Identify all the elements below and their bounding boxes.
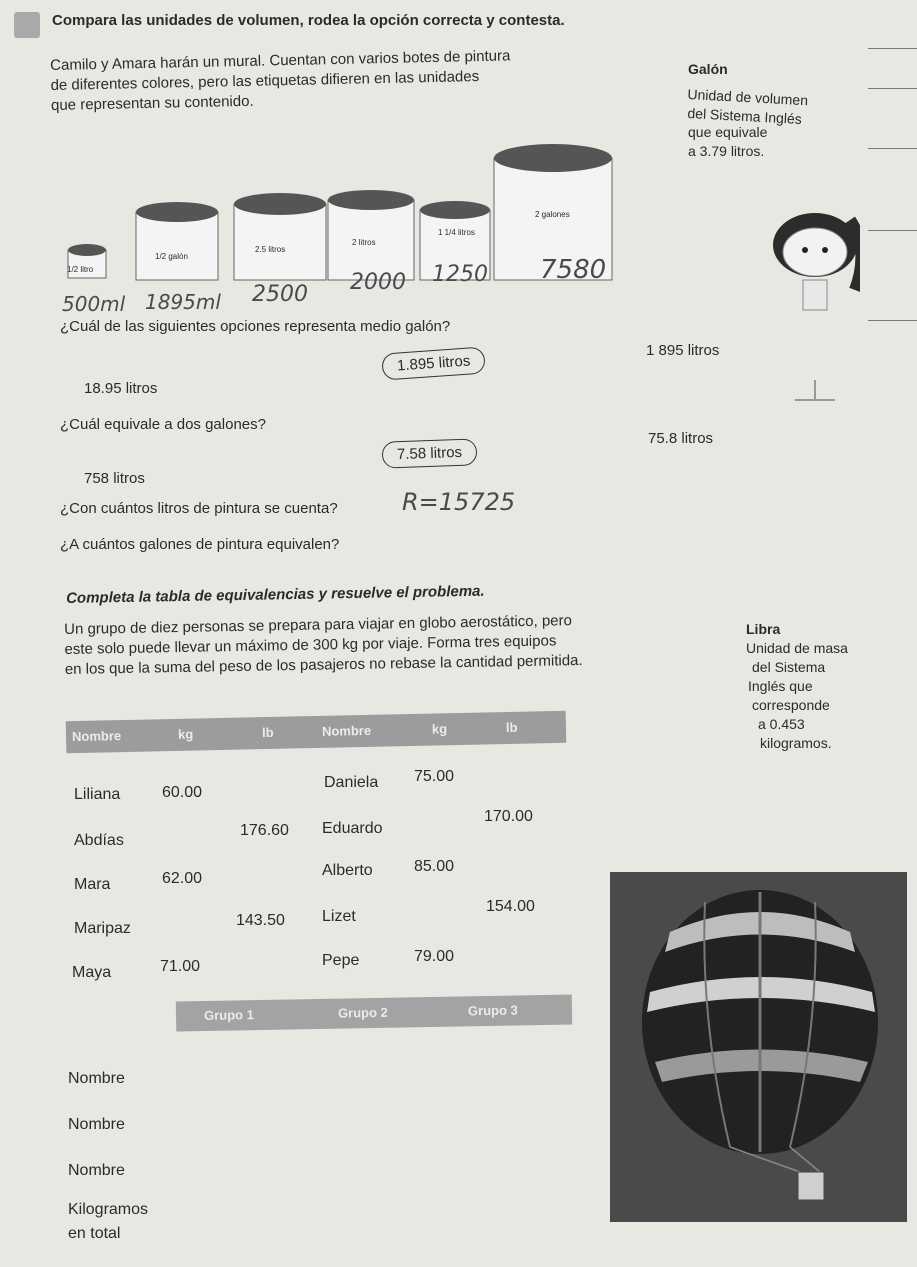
table-row-name: Liliana xyxy=(74,786,121,803)
table-row-name: Mara xyxy=(74,876,111,893)
option-2-b-circled[interactable]: 7.58 litros xyxy=(382,438,478,468)
can-label: 1 1/4 litros xyxy=(438,228,475,237)
can-label: 2.5 litros xyxy=(255,245,286,254)
question-3: ¿Con cuántos litros de pintura se cuenta? xyxy=(60,500,338,517)
header-grupo-2: Grupo 2 xyxy=(337,1004,388,1021)
libra-line: a 0.453 xyxy=(758,716,805,732)
libra-definition xyxy=(746,620,848,753)
page-title: Compara las unidades de volumen, rodea la opción correcta y contesta. xyxy=(52,12,565,29)
table-row-name: Alberto xyxy=(322,862,373,879)
libra-line: kilogramos. xyxy=(760,735,832,751)
galon-line: Unidad de volumen xyxy=(687,85,809,109)
option-1-c[interactable]: 18.95 litros xyxy=(84,380,158,397)
libra-line: Unidad de masa xyxy=(746,640,848,656)
intro-line: Camilo y Amara harán un mural. Cuentan con varios botes de pintura xyxy=(50,47,511,74)
table-row-kg: 75.00 xyxy=(414,768,455,785)
handwritten-value: 1250 xyxy=(432,262,488,287)
table-row-name: Maripaz xyxy=(74,920,131,937)
galon-line: del Sistema Inglés xyxy=(687,104,803,127)
libra-line: del Sistema xyxy=(752,659,826,675)
table-row-lb: 143.50 xyxy=(236,912,285,929)
option-2-c[interactable]: 758 litros xyxy=(84,470,145,487)
equivalence-table-header xyxy=(66,711,567,753)
paint-can-3 xyxy=(234,193,326,280)
table-row-name: Maya xyxy=(72,964,112,981)
handwritten-value: 500ml xyxy=(62,292,126,316)
table-row-kg: 79.00 xyxy=(414,948,455,965)
galon-definition xyxy=(688,60,809,161)
handwritten-value: 2500 xyxy=(252,282,308,307)
table-row-kg: 60.00 xyxy=(162,784,203,801)
table-row-lb: 154.00 xyxy=(486,898,535,915)
table-row-name: Lizet xyxy=(322,908,356,925)
page-edge-decoration xyxy=(868,20,917,380)
total-line: Kilogramos xyxy=(68,1201,149,1218)
table-row-name: Pepe xyxy=(322,952,360,969)
intro-paragraph xyxy=(50,46,511,116)
question-2: ¿Cuál equivale a dos galones? xyxy=(60,416,266,433)
libra-line: corresponde xyxy=(752,697,830,713)
groups-table-header xyxy=(176,995,572,1032)
header-kg: kg xyxy=(177,726,194,742)
table-row-lb: 170.00 xyxy=(484,808,533,825)
handwritten-value: 7580 xyxy=(540,255,607,285)
group-row-label: Nombre xyxy=(68,1070,125,1087)
table-row-kg: 62.00 xyxy=(162,870,203,887)
table-row-name: Daniela xyxy=(324,774,379,791)
question-4: ¿A cuántos galones de pintura equivalen? xyxy=(60,536,340,553)
problem-line: en los que la suma del peso de los pasajeros no rebase la cantidad permitida. xyxy=(64,651,583,678)
libra-heading: Libra xyxy=(746,621,781,637)
intro-line: de diferentes colores, pero las etiquetas difieren en las unidades xyxy=(50,68,480,94)
group-row-label: Nombre xyxy=(68,1116,125,1133)
header-lb: lb xyxy=(505,719,518,736)
question-1: ¿Cuál de las siguientes opciones representa medio galón? xyxy=(60,318,451,335)
can-label: 2 galones xyxy=(535,210,570,219)
paint-can-2 xyxy=(136,202,218,280)
option-2-a[interactable]: 75.8 litros xyxy=(648,430,714,447)
problem-line: Un grupo de diez personas se prepara para viajar en globo aerostático, pero xyxy=(64,612,573,638)
handwritten-value: 2000 xyxy=(350,270,406,295)
galon-heading: Galón xyxy=(688,61,728,77)
paint-can-4 xyxy=(328,190,414,280)
table-row-lb: 176.60 xyxy=(240,822,289,839)
exercise-icon xyxy=(14,12,40,38)
header-grupo-3: Grupo 3 xyxy=(467,1002,518,1019)
can-label: 1/2 galón xyxy=(155,252,188,261)
handwritten-answer: R=15725 xyxy=(402,488,516,516)
intro-line: que representan su contenido. xyxy=(50,92,254,114)
table-row-name: Eduardo xyxy=(322,820,383,837)
option-1-a[interactable]: 1 895 litros xyxy=(646,342,720,359)
header-kg: kg xyxy=(431,721,448,737)
group-row-label-total xyxy=(68,1198,148,1246)
option-1-b-circled[interactable]: 1.895 litros xyxy=(381,346,486,380)
girl-illustration-icon xyxy=(755,190,860,410)
section-2-title: Completa la tabla de equivalencias y resuelve el problema. xyxy=(66,582,485,607)
table-row-kg: 71.00 xyxy=(160,958,201,975)
problem-line: este solo puede llevar un máximo de 300 kg por viaje. Forma tres equipos xyxy=(64,632,557,658)
hot-air-balloon-photo xyxy=(610,872,907,1222)
galon-line: a 3.79 litros. xyxy=(688,143,765,159)
group-row-label: Nombre xyxy=(68,1162,125,1179)
libra-line: Inglés que xyxy=(748,678,813,694)
problem-paragraph xyxy=(64,611,583,680)
total-line: en total xyxy=(68,1225,121,1242)
header-lb: lb xyxy=(261,724,274,741)
header-grupo-1: Grupo 1 xyxy=(203,1007,254,1023)
header-nombre: Nombre xyxy=(321,722,372,739)
header-nombre: Nombre xyxy=(71,728,122,745)
hot-air-balloon-icon xyxy=(610,872,907,1222)
table-row-kg: 85.00 xyxy=(414,858,455,875)
can-label: 2 litros xyxy=(352,238,376,247)
galon-line: que equivale xyxy=(688,124,768,140)
can-label: 1/2 litro xyxy=(67,265,94,274)
handwritten-value: 1895ml xyxy=(145,290,221,314)
table-row-name: Abdías xyxy=(74,832,124,849)
